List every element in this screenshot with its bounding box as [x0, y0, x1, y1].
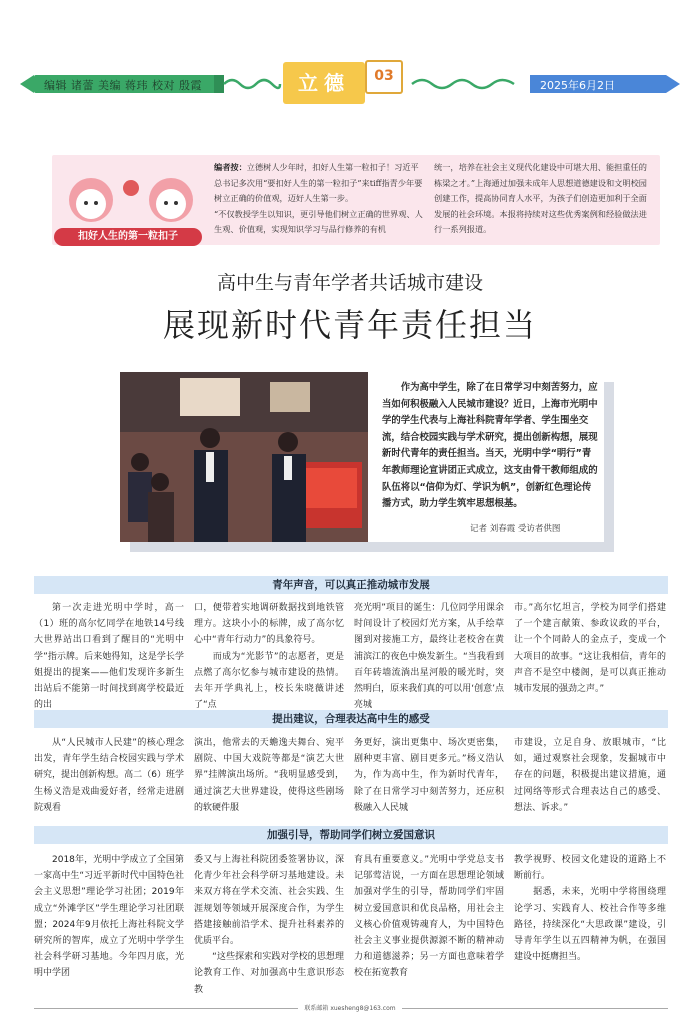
issue-date: 2025年6月2日: [540, 79, 615, 92]
section-heading-3: 加强引导，帮助同学们树立爱国意识: [34, 826, 668, 844]
editor-note-column-1: [214, 160, 424, 238]
header-right-banner: [530, 75, 666, 93]
editor-credits: 编辑 诸蕾 美编 蒋玮 校对 殷霞: [44, 79, 202, 92]
section-3-column-3: 育具有重要意义。”光明中学党总支书记邬莺洁说，一方面在思想理论领域加强对学生的引导，帮助同学们牢固树立爱国意识和优良品格，用社会主义核心价值观铸魂育人，为中国特色社会主义事业提供源源不断的精神动力和道德滋养；另一方面也意味着学校在拓宽教育: [354, 855, 504, 979]
section-1-column-4: 市。”高尔忆坦言，学校为同学们搭建了一个建言献策、参政议政的平台，让一个个同龄人的金点子，变成一个大项目的故事。“这让我相信，青年的声音不是空中楼阁，是可以真正推动城市发展的强劲之声。”: [514, 603, 666, 695]
footer: [0, 1003, 700, 1012]
footer-email: 联系邮箱 xuesheng8@163.com: [298, 1005, 401, 1012]
section-heading-2: 提出建议，合理表达高中生的感受: [34, 710, 668, 728]
header-left-banner: [34, 75, 214, 93]
section-3-column-2: 委又与上海社科院团委签署协议，深化青少年社会科学研习基地建设。未来双方将在学术交流、社会实践、生涯规划等领域开展深度合作，为学生搭建接触前沿学术、提升社科素养的优质平台。 “这些探索和实践对学校的思想理论教育工作、对加强高中生意识形态教: [194, 855, 344, 995]
section-1-column-1: 第一次走进光明中学时，高一（1）班的高尔忆同学在地铁14号线大世界站出口看到了醒目的“光明中学”指示牌。后来她得知，这是学长学姐提出的提案——他们发现许多新生出站后不能第一时间找到离学校最近的出: [34, 603, 184, 711]
event-photo: [120, 372, 368, 542]
editor-note-label: 编者按：: [214, 162, 247, 172]
section-3-column-4: 教学视野、校园文化建设的道路上不断前行。 据悉，未来，光明中学将围绕理论学习、实践育人、校社合作等多维路径，持续深化“大思政课”建设，引导青年学生以五四精神为帆，在强国建设中挺膺担当。: [514, 855, 666, 963]
section-3-column-1: 2018年，光明中学成立了全国第一家高中生“习近平新时代中国特色社会主义思想”理论学习社团；2019年成立“外滩学区”学生理论学习社团联盟；2024年9月依托上海社科院文学研究所的智库，成立了光明中学学生社会科学研习基地。今年四月底，光明中学团: [34, 855, 184, 979]
section-1-column-3: 亮光明”项目的诞生：几位同学用课余时间设计了校园灯光方案，从手绘草图到对接施工方，最终让老校舍在黄浦滨江的夜色中焕发新生。“当我看到百年砖墙流淌出星河般的暖光时，突然明白，原来我们真的可以用‘创意’点亮城: [354, 603, 504, 711]
editor-note-text-b: “不仅教授学生以知识，更引导他们树立正确的世界观、人生观、价值观，实现知识学习与品行修养的有机: [214, 208, 423, 234]
pencil-tip-left: [20, 75, 34, 93]
squiggle-decoration-right: [410, 74, 520, 94]
section-2-column-3: 务更好，演出更集中、场次更密集，剧种更丰富、剧目更多元。”杨义浩认为，作为高中生，作为新时代青年，除了在日常学习中刻苦努力，还应积极融入人民城: [354, 738, 504, 813]
section-heading-1: 青年声音，可以真正推动城市发展: [34, 576, 668, 594]
section-2-column-4: 市建设，立足自身、放眼城市，“比如，通过观察社会现象，发掘城市中存在的问题，积极提出建议措施，通过网络等形式合理表达自己的感受、想法、诉求。”: [514, 738, 666, 813]
lead-paragraph: 作为高中学生，除了在日常学习中刻苦努力，应当如何积极融入人民城市建设？近日，上海市光明中学的学生代表与上海社科院青年学者、学生围坐交流，结合校园实践与学术研究，提出创新构想，展现新时代青年的责任担当。当天，光明中学“明行”青年教师理论宣讲团正式成立，这支由骨干教师组成的队伍将以“信仰为灯、学识为帆”，创新红色理论传播方式，助力学生筑牢思想根基。: [382, 382, 598, 510]
section-title: 立德: [298, 71, 350, 95]
campaign-badge: 扣好人生的第一粒扣子: [54, 228, 202, 246]
editor-note-text-a: 立德树人少年时，扣好人生第一粒扣子！习近平总书记多次用“要扣好人生的第一粒扣子”来tiff指青少年要树立正确的价值观，迈好人生第一步。: [214, 162, 423, 203]
page-number: 03: [365, 60, 403, 94]
main-title: 展现新时代青年责任担当: [162, 306, 537, 344]
subtitle: 高中生与青年学者共话城市建设: [216, 272, 483, 294]
squiggle-decoration: [222, 74, 282, 94]
byline: 记者 刘春霞 受访者供图: [470, 524, 561, 534]
section-title-box: [283, 62, 365, 104]
event-photo-illustration: [120, 372, 368, 542]
section-1-column-2: 口，便带着实地调研数据找到地铁管理方。这块小小的标牌，成了高尔忆心中“青年行动力”的具象符号。 而成为“光影节”的志愿者，更是点燃了高尔忆参与城市建设的热情。去年开学典礼上，校长朱晓薇讲述了“点: [194, 603, 344, 711]
editor-note-column-2: 统一，培养在社会主义现代化建设中可堪大用、能担重任的栋梁之才。”上海通过加强未成年人思想道德建设和文明校园创建工作，提高协同育人水平，为孩子们创造更加利于全面发展的社会环境。本报将持续对这些优秀案例和经验做法进行一系列报道。: [434, 162, 647, 234]
pencil-tip-right: [666, 75, 680, 93]
section-2-column-2: 演出，他常去的天蟾逸夫舞台、宛平剧院、中国大戏院等都是“演艺大世界”挂牌演出场所。“我明显感受到，通过演艺大世界建设，使得这些剧场的软硬件服: [194, 738, 344, 813]
section-2-column-1: 从“人民城市人民建”的核心理念出发，青年学生结合校园实践与学术研究，提出创新构想。高二（6）班学生杨义浩是戏曲爱好者，经常走进剧院观看: [34, 738, 184, 813]
